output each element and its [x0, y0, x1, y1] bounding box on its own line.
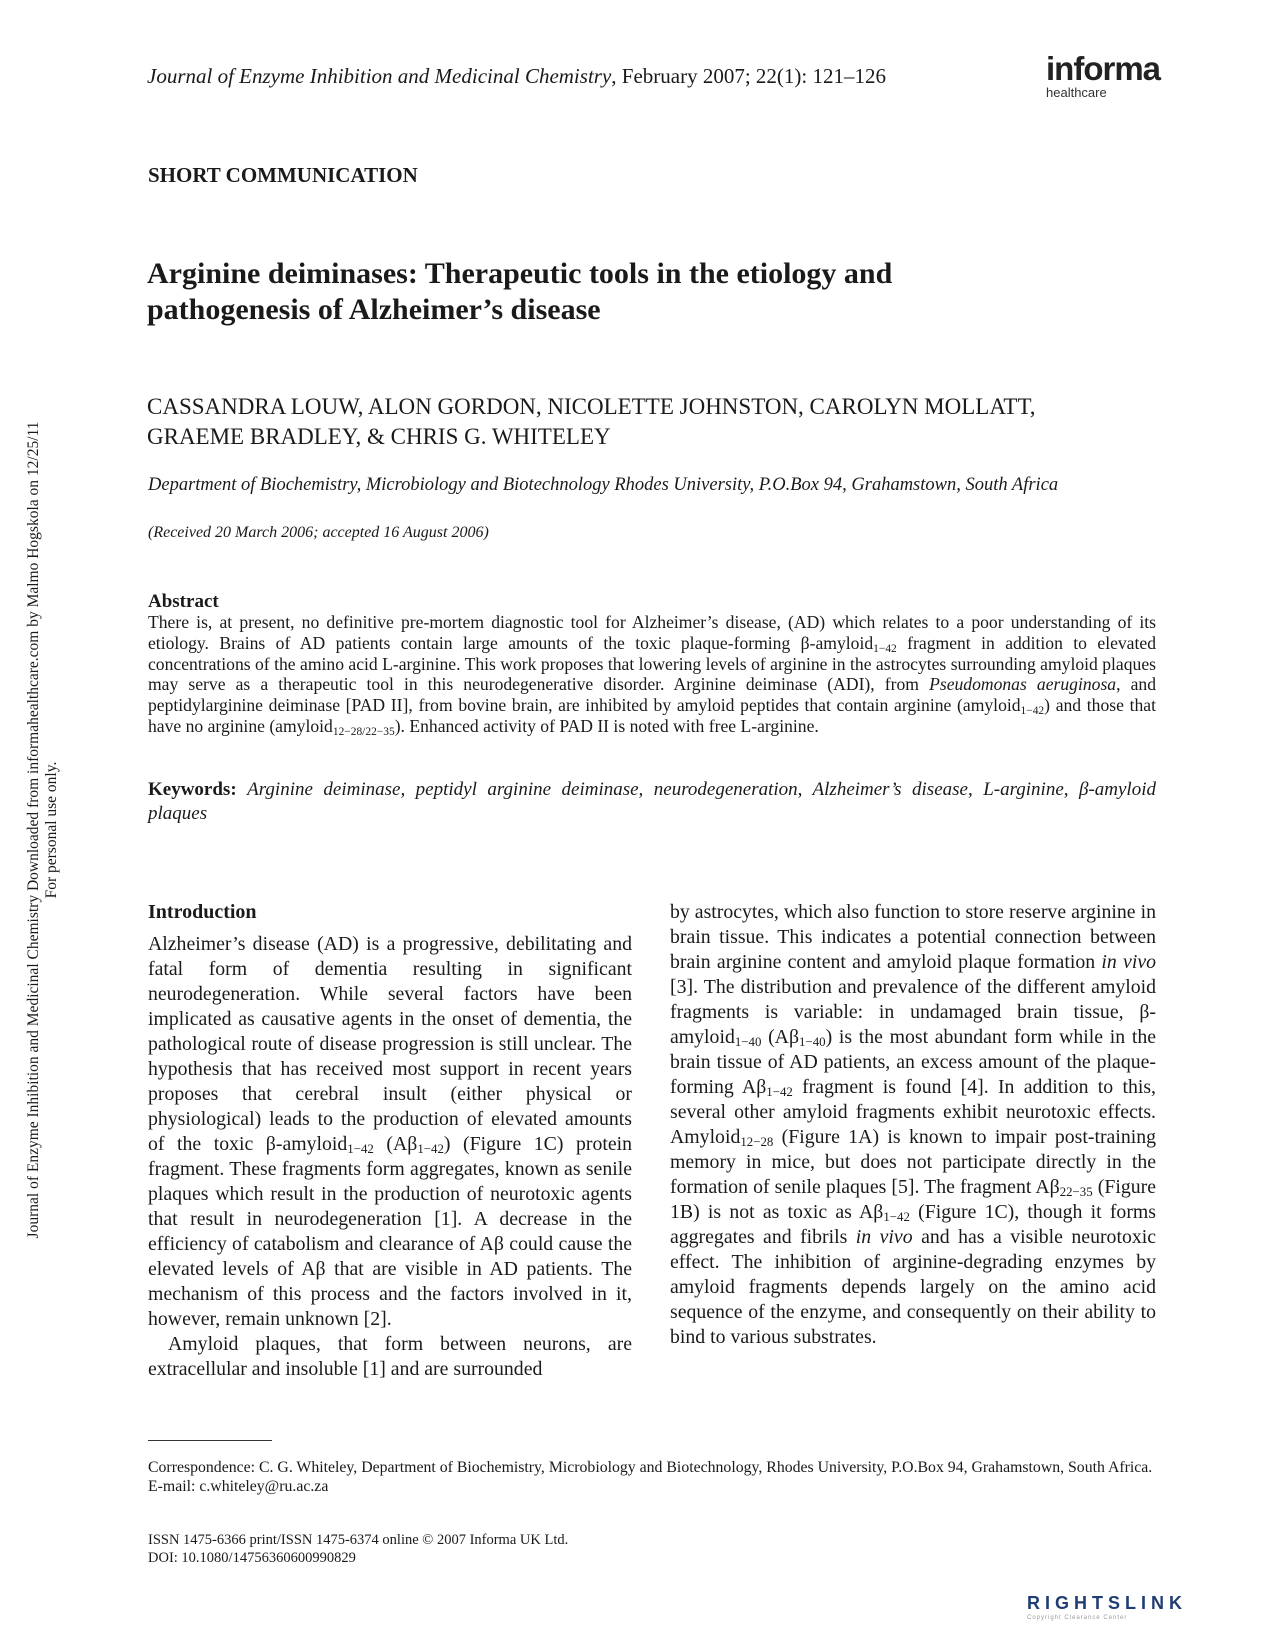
abstract-text: There is, at present, no definitive pre-mortem diagnostic tool for Alzheimer’s disease, (AD) which relates to a poor understanding of its etiology. Brains of AD patients contain large amounts of the toxic plaque-forming β-amyloid: [148, 612, 1156, 653]
body-text: [3]. The distribution and prevalence of the different amyloid fragments is variable: in undamaged brain tissue, β-amyloid: [670, 976, 1156, 1048]
subscript: 1−42: [417, 1142, 444, 1157]
subscript: 1−40: [799, 1035, 826, 1050]
intro-paragraph-1: [148, 932, 632, 1332]
watermark-line-2: For personal use only.: [43, 761, 60, 899]
logo-sub: healthcare: [1046, 85, 1107, 100]
subscript: 12−28: [740, 1135, 774, 1150]
organism-name: Pseudomonas aeruginosa: [929, 674, 1117, 695]
body-text: (Aβ: [761, 1026, 800, 1048]
body-text: by astrocytes, which also function to store reserve arginine in brain tissue. This indicates a potential connection between brain arginine content and amyloid plaque formation: [670, 901, 1156, 973]
logo-brand: informa: [1046, 50, 1161, 87]
italic-term: in vivo: [855, 1226, 913, 1248]
subscript: 1−42: [347, 1142, 374, 1157]
body-text: fragment is found [4]. In addition to this, several other amyloid fragments exhibit neurotoxic effects. Amyloid: [670, 1076, 1156, 1148]
abstract-heading: Abstract: [148, 591, 219, 612]
keywords: [148, 778, 1156, 826]
italic-term: in vivo: [1101, 951, 1157, 973]
rightslink-logo: [1027, 1593, 1257, 1625]
body-text: ) (Figure 1C) protein fragment. These fragments form aggregates, known as senile plaques which result in the production of neurotoxic agents that result in neurodegeneration [1]. A decrease in the efficiency of catabolism and clearance of Aβ could cause the elevated levels of Aβ that are visible in AD patients. The mechanism of this process and the factors involved in it, however, remain unknown [2].: [148, 1133, 633, 1330]
left-column: [148, 900, 632, 1382]
article-title: [147, 256, 1167, 328]
footnote-rule: [148, 1440, 272, 1441]
body-text: and has a visible neurotoxic effect. The inhibition of arginine-degrading enzymes by amyloid fragments depends largely on the amino acid sequence of the enzyme, and consequently on their ability to bind to various substrates.: [670, 1226, 1156, 1348]
subscript: 12−28/22−35: [332, 725, 395, 738]
citation-details: , February 2007; 22(1): 121–126: [611, 64, 886, 88]
body-text: (Figure 1B) is not as toxic as Aβ: [670, 1176, 1156, 1223]
body-text: (Figure 1C), though it forms aggregates and fibrils: [670, 1201, 1156, 1248]
abstract-body: [148, 612, 1156, 737]
intro-paragraph-2: Amyloid plaques, that form between neurons, are extracellular and insoluble [1] and are surrounded: [148, 1333, 632, 1380]
publisher-logo: [1046, 52, 1166, 99]
authors-line-2: GRAEME BRADLEY, & CHRIS G. WHITELEY: [147, 424, 611, 449]
authors-line-1: CASSANDRA LOUW, ALON GORDON, NICOLETTE JOHNSTON, CAROLYN MOLLATT,: [147, 394, 1036, 419]
introduction-heading: Introduction: [148, 901, 257, 923]
right-column: [670, 900, 1156, 1350]
author-list: [147, 392, 1167, 452]
subscript: 1−42: [1020, 705, 1045, 718]
watermark-line-1: Journal of Enzyme Inhibition and Medicinal Chemistry Downloaded from informahealthcare.com by Malmo Hogskola on 12/25/11: [25, 421, 42, 1239]
subscript: 1−42: [883, 1210, 910, 1225]
abstract-text: , and peptidylarginine deiminase [PAD II], from bovine brain, are inhibited by amyloid peptides that contain arginine (amyloid: [148, 674, 1157, 716]
abstract-text: fragment in addition to elevated concentrations of the amino acid L-arginine. This work proposes that lowering levels of arginine in the astrocytes surrounding amyloid plaques may serve as a therapeutic tool in this neurodegenerative disorder. Arginine deiminase (ADI), from: [148, 632, 1156, 695]
abstract-text: ). Enhanced activity of PAD II is noted with free L-arginine.: [394, 715, 819, 736]
issn: ISSN 1475-6366 print/ISSN 1475-6374 online © 2007 Informa UK Ltd.: [148, 1532, 569, 1548]
body-text: (Aβ: [373, 1133, 418, 1155]
keywords-text: Arginine deiminase, peptidyl arginine deiminase, neurodegeneration, Alzheimer’s disease, L-arginine, β-amyloid plaques: [148, 779, 1156, 824]
body-text: ) is the most abundant form while in the brain tissue of AD patients, an excess amount of the plaque-forming Aβ: [670, 1026, 1156, 1098]
keywords-label: Keywords:: [148, 779, 237, 800]
body-text: Alzheimer’s disease (AD) is a progressive, debilitating and fatal form of dementia resulting in significant neurodegeneration. While several factors have been implicated as causative agents in the onset of dementia, the pathological route of disease progression is still unclear. The hypothesis that has received most support in recent years proposes that cerebral insult (either physical or physiological) leads to the production of elevated amounts of the toxic β-amyloid: [148, 933, 632, 1155]
subscript: 1−42: [766, 1085, 793, 1100]
journal-citation: [147, 64, 886, 89]
rightslink-text: RIGHTSLINK: [1027, 1593, 1187, 1613]
abstract-text: ) and those that have no arginine (amyloid: [148, 695, 1156, 736]
section-label: SHORT COMMUNICATION: [148, 163, 418, 187]
subscript: 1−40: [734, 1035, 762, 1050]
publication-info: [148, 1531, 568, 1567]
title-line-1: Arginine deiminases: Therapeutic tools in the etiology and: [147, 257, 893, 290]
download-watermark: [25, 392, 61, 1268]
journal-name: Journal of Enzyme Inhibition and Medicinal Chemistry: [147, 64, 612, 88]
intro-paragraph-2-cont: [670, 900, 1156, 1350]
correspondence: Correspondence: C. G. Whiteley, Department of Biochemistry, Microbiology and Biotechnology, Rhodes University, P.O.Box 94, Grahamstown, South Africa. E-mail: c.whiteley@ru.ac.za: [148, 1459, 1153, 1495]
title-line-2: pathogenesis of Alzheimer’s disease: [147, 293, 601, 326]
received-dates: (Received 20 March 2006; accepted 16 August 2006): [148, 524, 489, 541]
subscript: 22−35: [1059, 1185, 1093, 1200]
body-text: (Figure 1A) is known to impair post-training memory in mice, but does not participate directly in the formation of senile plaques [5]. The fragment Aβ: [670, 1126, 1156, 1198]
doi: DOI: 10.1080/14756360600990829: [148, 1550, 356, 1566]
affiliation: Department of Biochemistry, Microbiology and Biotechnology Rhodes University, P.O.Box 94, Grahamstown, South Africa: [148, 475, 1059, 495]
subscript: 1−42: [873, 642, 897, 655]
rightslink-subtext: Copyright Clearance Center: [1027, 1615, 1128, 1621]
